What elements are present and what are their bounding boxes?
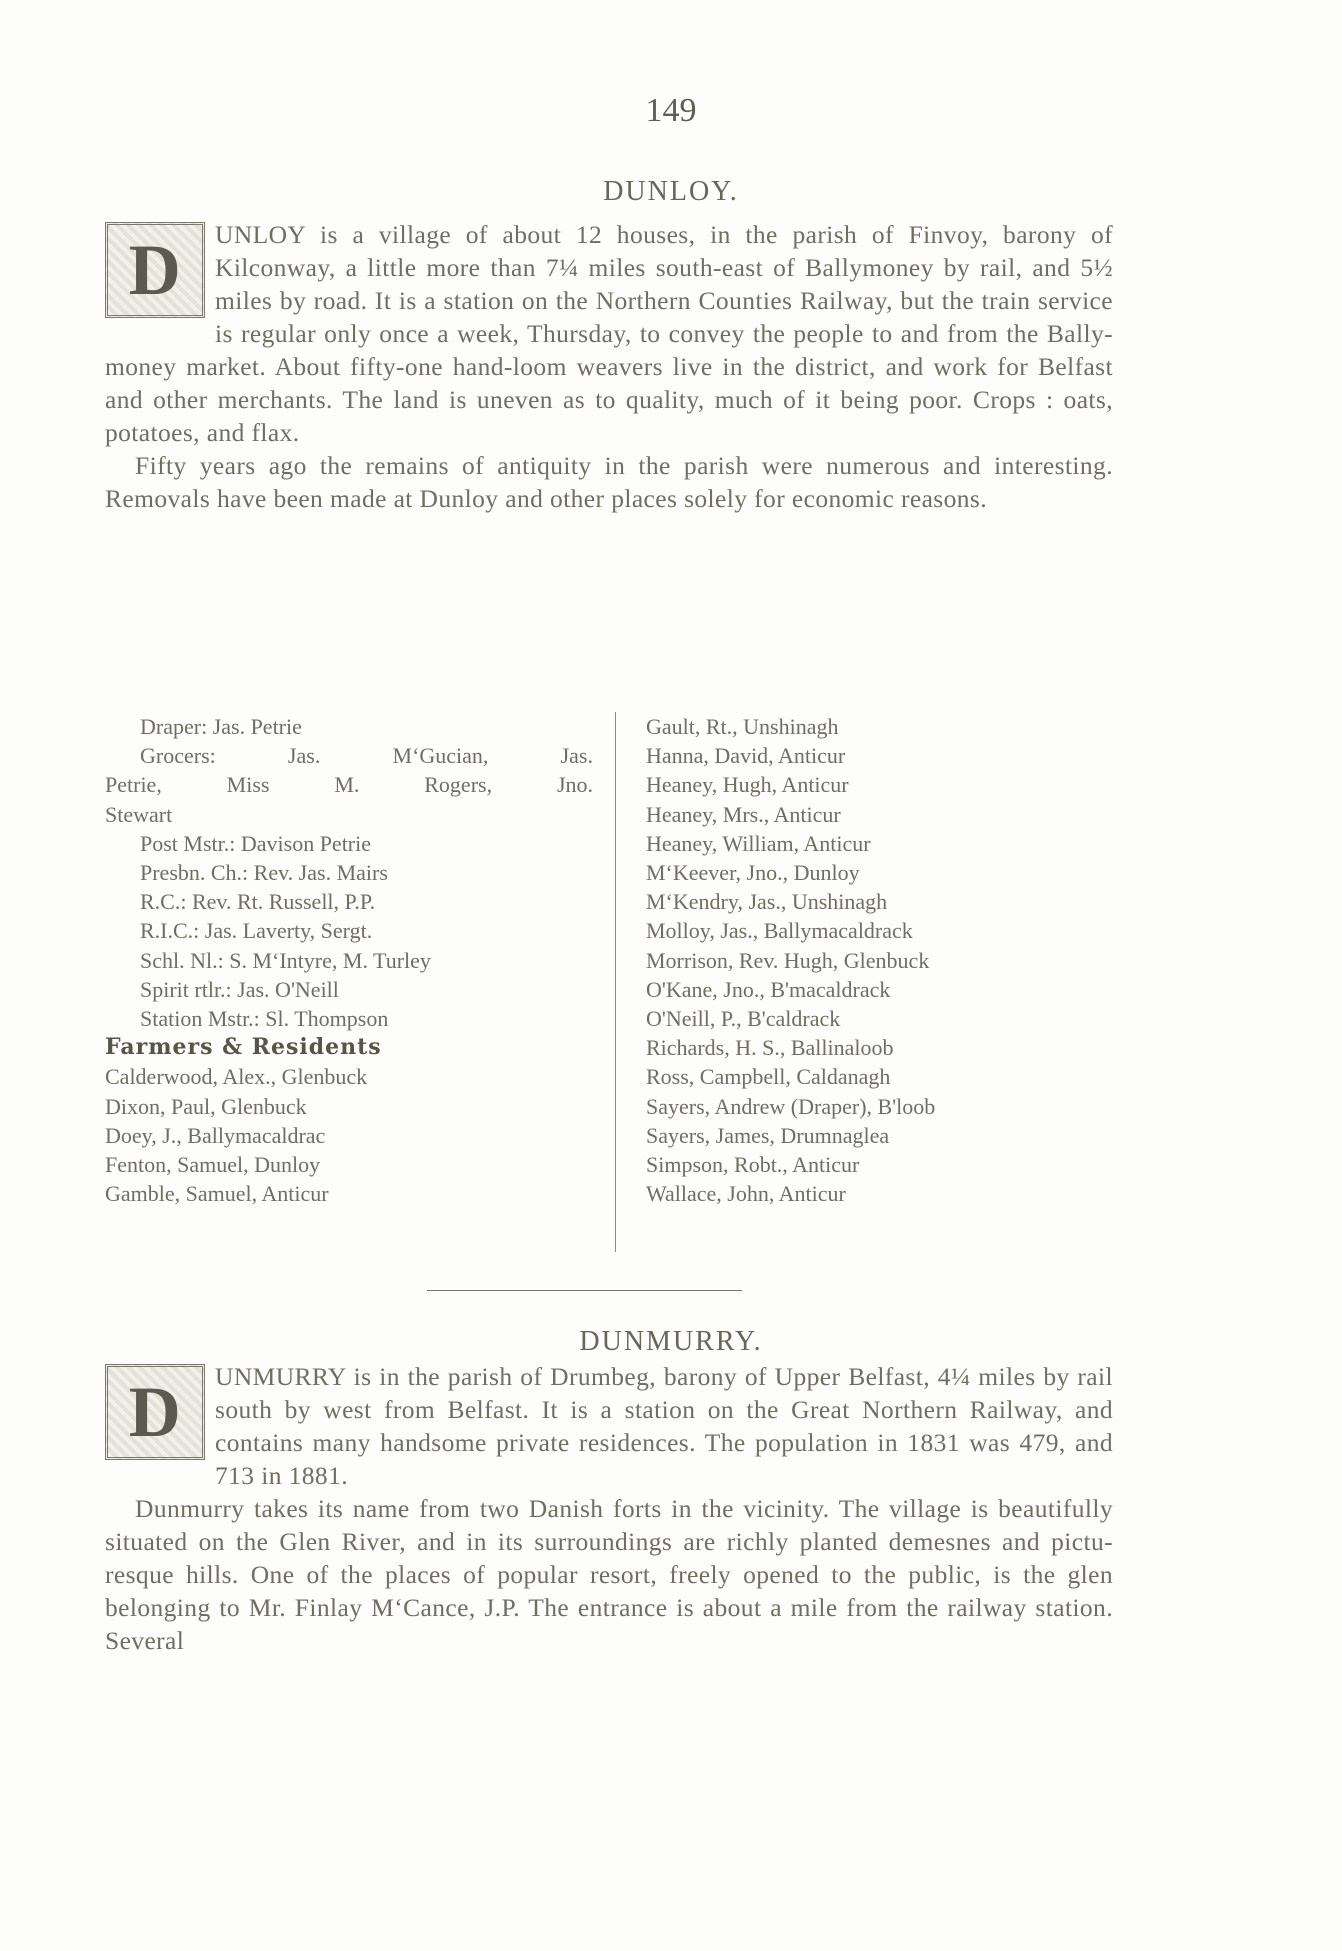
directory-entry: Stewart bbox=[105, 801, 173, 827]
directory-left-column bbox=[105, 712, 593, 1208]
directory-entry: Grocers: Jas. M‘Gucian, Jas. bbox=[140, 743, 593, 769]
drop-cap-ornament: D bbox=[105, 1364, 205, 1460]
dunloy-directory bbox=[105, 712, 1113, 1262]
farmer-entry: Heaney, William, Anticur bbox=[646, 830, 871, 856]
directory-right-column bbox=[615, 712, 1146, 1252]
section-divider bbox=[427, 1290, 742, 1291]
farmer-entry: Sayers, James, Drumnaglea bbox=[646, 1122, 890, 1148]
farmer-entry: Richards, H. S., Ballinaloob bbox=[646, 1035, 894, 1061]
directory-entry: Petrie, Miss M. Rogers, Jno. bbox=[105, 772, 593, 798]
directory-entry: Schl. Nl.: S. M‘Intyre, M. Turley bbox=[140, 947, 431, 973]
farmers-heading: Farmers & Residents bbox=[105, 1034, 382, 1061]
dunmurry-paragraph-2: Dunmurry takes its name from two Danish forts in the vicinity. The village is beautifully situated on the Glen River, and in its surroundings are richly planted demesnes and pictu-resque hills. One of the places of popular resort, freely opened to the public, is the glen belonging to Mr. Finlay M‘Cance, J.P. The entrance is about a mile from the railway station. Several bbox=[105, 1494, 1113, 1655]
farmer-entry: Gault, Rt., Unshinagh bbox=[646, 714, 839, 739]
farmer-entry: M‘Keever, Jno., Dunloy bbox=[646, 860, 860, 886]
farmer-entry: Ross, Campbell, Caldanagh bbox=[646, 1064, 891, 1090]
farmer-entry: O'Neill, P., B'caldrack bbox=[646, 1006, 841, 1032]
farmer-entry: O'Kane, Jno., B'macaldrack bbox=[646, 976, 891, 1002]
page-number: 149 bbox=[645, 92, 697, 129]
farmer-entry: Molloy, Jas., Ballymacaldrack bbox=[646, 918, 913, 944]
directory-entry: R.I.C.: Jas. Laverty, Sergt. bbox=[140, 918, 373, 944]
farmer-entry: Dixon, Paul, Glenbuck bbox=[105, 1093, 307, 1119]
farmer-entry: Wallace, John, Anticur bbox=[646, 1181, 846, 1207]
dunloy-text bbox=[105, 218, 1113, 515]
directory-entry: Spirit rtlr.: Jas. O'Neill bbox=[140, 976, 339, 1002]
farmer-entry: Calderwood, Alex., Glenbuck bbox=[105, 1064, 368, 1090]
dunloy-paragraph-1: UNLOY is a village of about 12 houses, in the parish of Finvoy, barony of Kilconway, a little more than 7¼ miles south-east of Ballymoney by rail, and 5½ miles by road. It is a station on the Northern Counties Railway, but the train service is regular only once a week, Thursday, to convey the people to and from the Bally-money market. About fifty-one hand-loom weavers live in the district, and work for Belfast and other merchants. The land is uneven as to quality, much of it being poor. Crops : oats, potatoes, and flax. bbox=[105, 220, 1113, 447]
farmer-entry: Heaney, Hugh, Anticur bbox=[646, 772, 849, 798]
farmer-entry: Fenton, Samuel, Dunloy bbox=[105, 1152, 321, 1178]
farmer-entry: Doey, J., Ballymacaldrac bbox=[105, 1122, 326, 1148]
farmer-entry: M‘Kendry, Jas., Unshinagh bbox=[646, 889, 888, 915]
directory-entry: Station Mstr.: Sl. Thompson bbox=[140, 1006, 389, 1032]
directory-entry: Post Mstr.: Davison Petrie bbox=[140, 830, 372, 856]
section-title-dunloy: DUNLOY. bbox=[603, 176, 739, 207]
directory-entry: R.C.: Rev. Rt. Russell, P.P. bbox=[140, 889, 376, 915]
farmer-entry: Gamble, Samuel, Anticur bbox=[105, 1181, 329, 1207]
directory-entry: Draper: Jas. Petrie bbox=[140, 714, 302, 739]
drop-cap-ornament: D bbox=[105, 222, 205, 318]
dunloy-paragraph-2: Fifty years ago the remains of antiquity in the parish were numerous and interesting. Removals have been made at Dunloy and other places solely for economic reasons. bbox=[105, 451, 1113, 513]
farmer-entry: Morrison, Rev. Hugh, Glenbuck bbox=[646, 947, 930, 973]
dunmurry-text bbox=[105, 1360, 1113, 1657]
farmer-entry: Hanna, David, Anticur bbox=[646, 743, 846, 769]
directory-entry: Presbn. Ch.: Rev. Jas. Mairs bbox=[140, 860, 388, 886]
farmer-entry: Heaney, Mrs., Anticur bbox=[646, 801, 841, 827]
section-title-dunmurry: DUNMURRY. bbox=[579, 1326, 763, 1357]
farmer-entry: Simpson, Robt., Anticur bbox=[646, 1152, 860, 1178]
dunmurry-paragraph-1: UNMURRY is in the parish of Drumbeg, barony of Upper Belfast, 4¼ miles by rail south by west from Belfast. It is a station on the Great Northern Railway, and contains many handsome private residences. The population in 1831 was 479, and 713 in 1881. bbox=[215, 1362, 1113, 1490]
farmer-entry: Sayers, Andrew (Draper), B'loob bbox=[646, 1093, 936, 1119]
